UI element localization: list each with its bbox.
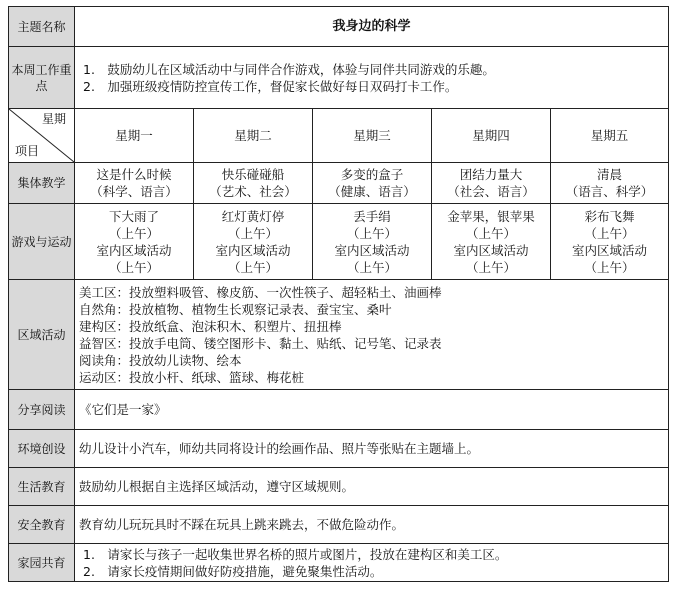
share-value: 《它们是一家》: [75, 390, 669, 430]
home-row: [9, 544, 669, 582]
theme-title: 我身边的科学: [75, 7, 669, 47]
group-teaching-label: 集体教学: [9, 163, 75, 204]
game-name: 金苹果，银苹果: [447, 208, 535, 224]
group-domain: （语言、科学）: [565, 184, 654, 199]
areas-label: 区域活动: [9, 280, 75, 390]
theme-row: [9, 7, 669, 47]
area-line-build: 建构区：投放纸盒、泡沫积木、积塑片、扭扭棒: [79, 318, 342, 334]
games-row: [9, 204, 669, 280]
indoor-activity: 室内区域活动: [334, 242, 410, 258]
indoor-activity: 室内区域活动: [453, 242, 529, 258]
game-time: （上午）: [584, 225, 635, 241]
indoor-activity: 室内区域活动: [572, 242, 648, 258]
group-activity: 快乐碰碰船: [221, 167, 285, 182]
group-domain: （社会、语言）: [447, 184, 535, 199]
focus-list: [75, 47, 669, 109]
day-header-wed: 星期三: [313, 109, 432, 163]
group-domain: （艺术、社会）: [209, 184, 297, 199]
indoor-activity: 室内区域活动: [215, 242, 291, 258]
group-activity: 清晨: [597, 167, 623, 182]
diagonal-header-cell: [9, 109, 75, 163]
indoor-time: （上午）: [227, 259, 278, 275]
game-name: 丢手绢: [353, 208, 391, 224]
indoor-time: （上午）: [584, 259, 635, 275]
environment-label: 环境创设: [9, 430, 75, 468]
group-activity: 多变的盒子: [340, 167, 404, 182]
group-cell-thu: [432, 163, 551, 204]
areas-list: [75, 280, 669, 390]
indoor-time: （上午）: [108, 259, 159, 275]
focus-item-1: 1. 鼓励幼儿在区域活动中与同伴合作游戏，体验与同伴共同游戏的乐趣。: [83, 61, 495, 77]
area-line-art: 美工区：投放塑料吸管、橡皮筋、一次性筷子、超轻粘土、油画棒: [79, 284, 442, 300]
group-cell-mon: [75, 163, 194, 204]
game-time: （上午）: [227, 225, 278, 241]
day-header-thu: 星期四: [432, 109, 551, 163]
theme-label: 主题名称: [9, 7, 75, 47]
area-line-sports: 运动区：投放小杆、纸球、篮球、梅花桩: [79, 369, 305, 385]
safety-row: [9, 506, 669, 544]
life-value: 鼓励幼儿根据自主选择区域活动，遵守区域规则。: [75, 468, 669, 506]
indoor-time: （上午）: [346, 259, 397, 275]
area-line-reading: 阅读角：投放幼儿读物、绘本: [79, 352, 242, 368]
environment-value: 幼儿设计小汽车，师幼共同将设计的绘画作品、照片等张贴在主题墙上。: [75, 430, 669, 468]
share-row: [9, 390, 669, 430]
game-time: （上午）: [346, 225, 397, 241]
game-name: 彩布飞舞: [584, 208, 635, 224]
games-cell-mon: [75, 204, 194, 280]
day-header-mon: 星期一: [75, 109, 194, 163]
group-cell-fri: [551, 163, 669, 204]
home-label: 家园共育: [9, 544, 75, 582]
home-item-1: 1. 请家长与孩子一起收集世界名桥的照片或图片，投放在建构区和美工区。: [83, 546, 508, 562]
game-time: （上午）: [465, 225, 516, 241]
home-list: [75, 544, 669, 582]
environment-row: [9, 430, 669, 468]
share-label: 分享阅读: [9, 390, 75, 430]
group-activity: 这是什么时候: [96, 167, 172, 182]
group-domain: （科学、语言）: [90, 184, 178, 199]
life-row: [9, 468, 669, 506]
area-line-puzzle: 益智区：投放手电筒、镂空图形卡、黏土、贴纸、记号笔、记录表: [79, 335, 442, 351]
group-teaching-row: [9, 163, 669, 204]
safety-label: 安全教育: [9, 506, 75, 544]
area-line-nature: 自然角：投放植物、植物生长观察记录表、蚕宝宝、桑叶: [79, 301, 392, 317]
games-label: 游戏与运动: [9, 204, 75, 280]
games-cell-thu: [432, 204, 551, 280]
areas-row: [9, 280, 669, 390]
weekly-plan-table: [8, 6, 669, 582]
group-cell-tue: [194, 163, 313, 204]
focus-item-2: 2. 加强班级疫情防控宣传工作，督促家长做好每日双码打卡工作。: [83, 78, 458, 94]
indoor-time: （上午）: [465, 259, 516, 275]
safety-value: 教育幼儿玩玩具时不踩在玩具上跳来跳去，不做危险动作。: [75, 506, 669, 544]
games-cell-tue: [194, 204, 313, 280]
group-domain: （健康、语言）: [328, 184, 416, 199]
game-name: 下大雨了: [108, 208, 159, 224]
header-row: [9, 109, 669, 163]
item-label: 项目: [15, 144, 40, 158]
life-label: 生活教育: [9, 468, 75, 506]
focus-label: 本周工作重点: [9, 47, 75, 109]
day-header-tue: 星期二: [194, 109, 313, 163]
week-label: 星期: [41, 112, 66, 126]
games-cell-wed: [313, 204, 432, 280]
group-activity: 团结力量大: [459, 167, 523, 182]
games-cell-fri: [551, 204, 669, 280]
day-header-fri: 星期五: [551, 109, 669, 163]
indoor-activity: 室内区域活动: [96, 242, 172, 258]
home-item-2: 2. 请家长疫情期间做好防疫措施，避免聚集性活动。: [83, 563, 383, 579]
group-cell-wed: [313, 163, 432, 204]
game-name: 红灯黄灯停: [221, 208, 285, 224]
focus-row: [9, 47, 669, 109]
game-time: （上午）: [108, 225, 159, 241]
